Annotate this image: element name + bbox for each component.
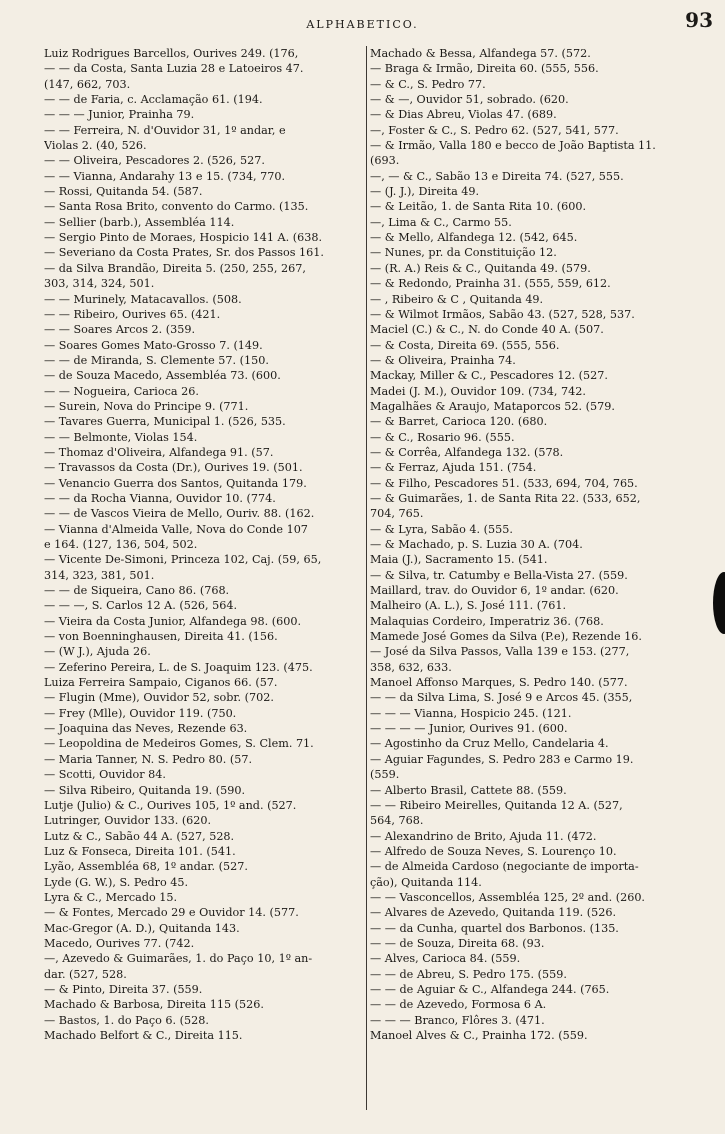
directory-entry-line: — & Redondo, Prainha 31. (555, 559, 612. [370,277,611,291]
directory-entry-line: — & Costa, Direita 69. (555, 556. [370,338,560,352]
directory-entry-line: Lutringer, Ouvidor 133. (620. [44,814,212,828]
directory-entry-line: — & Pinto, Direita 37. (559. [44,982,203,996]
directory-entry-line: — Flugin (Mme), Ouvidor 52, sobr. (702. [44,691,274,705]
directory-entry-line: — — — Vianna, Hospicio 245. (121. [370,706,572,720]
directory-entry-line: — & C., Rosario 96. (555. [370,430,515,444]
directory-entry-line: — Vicente De-Simoni, Princeza 102, Caj. (59, 65, [44,553,322,567]
directory-entry-line: — de Almeida Cardoso (negociante de importa- [370,860,639,874]
directory-entry-line: —, Azevedo & Guimarães, 1. do Paço 10, 1º an- [44,952,313,966]
directory-entry-line: Violas 2. (40, 526. [44,139,147,153]
directory-entry-line: — — Oliveira, Pescadores 2. (526, 527. [44,154,265,168]
directory-entry-line: — — da Costa, Santa Luzia 28 e Latoeiros 47. [44,62,304,76]
right-column [370,46,710,1116]
directory-entry-line: — — Ferreira, N. d'Ouvidor 31, 1º andar, e [44,123,286,137]
directory-entry-line: — Surein, Nova do Principe 9. (771. [44,399,249,413]
directory-entry-line: Machado & Bessa, Alfandega 57. (572. [370,47,591,60]
directory-entry-line: — — —, S. Carlos 12 A. (526, 564. [44,599,238,613]
directory-entry-line: Luz & Fonseca, Direita 101. (541. [44,844,236,858]
directory-entry-line: 564, 768. [370,814,424,828]
directory-entry-line: — — da Cunha, quartel dos Barbonos. (135. [370,921,619,935]
directory-entry-line: — von Boenninghausen, Direita 41. (156. [44,630,278,644]
directory-entry-line: — Vieira da Costa Junior, Alfandega 98. (600. [44,614,302,628]
directory-entry-line: Manoel Alves & C., Prainha 172. (559. [370,1029,588,1042]
directory-entry-line: — & —, Ouvidor 51, sobrado. (620. [370,93,569,107]
directory-entry-line: — & C., S. Pedro 77. [370,77,486,91]
directory-entry-line: — (J. J.), Direita 49. [370,185,480,199]
directory-entry-line: — & Leitão, 1. de Santa Rita 10. (600. [370,200,587,214]
directory-entry-line: Lyde (G. W.), S. Pedro 45. [44,875,189,889]
directory-entry-line: — Braga & Irmão, Direita 60. (555, 556. [370,62,599,76]
directory-entry-line: —, Lima & C., Carmo 55. [370,215,512,229]
directory-entry-line: — Leopoldina de Medeiros Gomes, S. Clem. 71. [44,737,314,751]
directory-entry-line: — — — — Junior, Ourives 91. (600. [370,722,568,736]
directory-entry-line: — — — Branco, Flôres 3. (471. [370,1013,545,1027]
directory-entry-line: — — — Junior, Prainha 79. [44,108,195,122]
directory-entry-line: — de Souza Macedo, Assembléa 73. (600. [44,369,281,383]
directory-entry-line: — da Silva Brandão, Direita 5. (250, 255, 267, [44,261,306,275]
directory-entry-line: — — Murinely, Matacavallos. (508. [44,292,242,306]
directory-entry-line: Manoel Affonso Marques, S. Pedro 140. (577. [370,676,628,690]
directory-entry-line: — — Soares Arcos 2. (359. [44,323,196,337]
directory-entry-line: — — da Rocha Vianna, Ouvidor 10. (774. [44,491,276,505]
directory-entry-line: — Agostinho da Cruz Mello, Candelaria 4. [370,737,609,751]
directory-entry-line: Lyra & C., Mercado 15. [44,890,178,904]
directory-entry-line: (559. [370,768,400,782]
directory-entry-line: — & Mello, Alfandega 12. (542, 645. [370,231,578,245]
directory-entry-line: — Zeferino Pereira, L. de S. Joaquim 123. (475. [44,660,313,674]
directory-entry-line: — — de Faria, c. Acclamação 61. (194. [44,93,263,107]
directory-entry-line: Lutje (Julio) & C., Ourives 105, 1º and. (527. [44,798,297,812]
left-column [44,46,364,1116]
directory-entry-line: 704, 765. [370,507,424,521]
directory-entry-line: Mackay, Miller & C., Pescadores 12. (527. [370,369,608,383]
directory-entry-line: — Silva Ribeiro, Quitanda 19. (590. [44,783,246,797]
directory-entry-line: ção), Quitanda 114. [370,875,482,889]
directory-entry-line: — (R. A.) Reis & C., Quitanda 49. (579. [370,261,591,275]
directory-entry-line: — Joaquina das Neves, Rezende 63. [44,722,248,736]
directory-entry-line: — — de Siqueira, Cano 86. (768. [44,584,230,598]
directory-entry-line: Maia (J.), Sacramento 15. (541. [370,553,548,567]
directory-entry-line: — — de Abreu, S. Pedro 175. (559. [370,967,567,981]
directory-entry-line: — — de Azevedo, Formosa 6 A. [370,998,547,1012]
directory-entry-line: — — Ribeiro, Ourives 65. (421. [44,307,221,321]
directory-entry-line: — — Vasconcellos, Assembléa 125, 2º and. (260. [370,890,645,904]
directory-entry-line: — — Nogueira, Carioca 26. [44,384,199,398]
directory-entry-line: Madei (J. M.), Ouvidor 109. (734, 742. [370,384,586,398]
page-edge-blot [713,572,725,634]
page-number: 93 [685,8,713,32]
directory-entry-line: 314, 323, 381, 501. [44,568,155,582]
directory-entry-line: — Scotti, Ouvidor 84. [44,768,166,782]
directory-entry-line: — — Belmonte, Violas 154. [44,430,198,444]
column-divider [366,46,367,1110]
directory-entry-line: — — de Aguiar & C., Alfandega 244. (765. [370,982,610,996]
directory-entry-line: — Frey (Mlle), Ouvidor 119. (750. [44,706,237,720]
directory-entry-line: — Thomaz d'Oliveira, Alfandega 91. (57. [44,445,274,459]
directory-entry-line: e 164. (127, 136, 504, 502. [44,538,198,551]
directory-entry-line: — & Barret, Carioca 120. (680. [370,415,548,429]
directory-entry-line: — Alvares de Azevedo, Quitanda 119. (526. [370,906,616,920]
directory-entry-line: — , Ribeiro & C , Quitanda 49. [370,292,544,306]
directory-entry-line: — — Ribeiro Meirelles, Quitanda 12 A. (527, [370,798,623,812]
directory-entry-line: Machado & Barbosa, Direita 115 (526. [44,998,264,1012]
directory-entry-line: — & Fontes, Mercado 29 e Ouvidor 14. (577. [44,906,299,920]
directory-entry-line: — Venancio Guerra dos Santos, Quitanda 179. [44,476,307,490]
directory-entry-line: Malheiro (A. L.), S. José 111. (761. [370,599,567,613]
directory-entry-line: — & Silva, tr. Catumby e Bella-Vista 27. (559. [370,568,628,582]
directory-entry-line: — Alves, Carioca 84. (559. [370,952,521,966]
directory-entry-line: (147, 662, 703. [44,77,131,91]
directory-entry-line: — & Wilmot Irmãos, Sabão 43. (527, 528, 537. [370,307,635,321]
directory-entry-line: — & Machado, p. S. Luzia 30 A. (704. [370,538,583,551]
directory-entry-line: — Severiano da Costa Prates, Sr. dos Passos 161. [44,246,324,260]
directory-entry-line: — Santa Rosa Brito, convento do Carmo. (135. [44,200,309,214]
directory-entry-line: Maciel (C.) & C., N. do Conde 40 A. (507. [370,323,604,337]
directory-entry-line: — & Ferraz, Ajuda 151. (754. [370,461,537,475]
running-head: ALPHABETICO. [306,18,419,31]
directory-entry-line: (693. [370,154,400,168]
directory-entry-line: Magalhães & Araujo, Mataporcos 52. (579. [370,399,615,413]
directory-entry-line: — Sergio Pinto de Moraes, Hospicio 141 A. (638. [44,231,323,245]
directory-entry-line: —, Foster & C., S. Pedro 62. (527, 541, 577. [370,123,619,137]
directory-entry-line: — — de Souza, Direita 68. (93. [370,936,545,950]
directory-entry-line: — Bastos, 1. do Paço 6. (528. [44,1013,209,1027]
directory-entry-line: — & Oliveira, Prainha 74. [370,353,516,367]
directory-entry-line: — & Irmão, Valla 180 e becco de João Baptista 11. [370,139,656,153]
directory-entry-line: Lutz & C., Sabão 44 A. (527, 528. [44,829,235,843]
directory-entry-line: Luiz Rodrigues Barcellos, Ourives 249. (176, [44,47,299,60]
directory-entry-line: — — Vianna, Andarahy 13 e 15. (734, 770. [44,169,286,183]
directory-entry-line: — (W J.), Ajuda 26. [44,645,151,659]
directory-entry-line: — — de Miranda, S. Clemente 57. (150. [44,353,269,367]
directory-entry-line: — Aguiar Fagundes, S. Pedro 283 e Carmo 19. [370,752,634,766]
directory-entry-line: dar. (527, 528. [44,967,127,981]
directory-entry-line: — Rossi, Quitanda 54. (587. [44,185,203,199]
directory-entry-line: — Alberto Brasil, Cattete 88. (559. [370,783,567,797]
directory-entry-line: —, — & C., Sabão 13 e Direita 74. (527, 555. [370,169,624,183]
directory-entry-line: — Alfredo de Souza Neves, S. Lourenço 10. [370,844,617,858]
directory-entry-line: — & Filho, Pescadores 51. (533, 694, 704, 765. [370,476,638,490]
directory-entry-line: — Sellier (barb.), Assembléa 114. [44,215,235,229]
directory-entry-line: Malaquias Cordeiro, Imperatriz 36. (768. [370,614,604,628]
directory-entry-line: 358, 632, 633. [370,660,452,674]
directory-entry-line: — Travassos da Costa (Dr.), Ourives 19. (501. [44,461,303,475]
directory-entry-line: — & Lyra, Sabão 4. (555. [370,522,513,536]
directory-entry-line: — & Corrêa, Alfandega 132. (578. [370,445,564,459]
directory-entry-line: Machado Belfort & C., Direita 115. [44,1029,243,1042]
directory-entry-line: — — de Vascos Vieira de Mello, Ouriv. 88. (162. [44,507,315,521]
directory-entry-line: Luiza Ferreira Sampaio, Ciganos 66. (57. [44,676,278,690]
directory-entry-line: Lyão, Assembléa 68, 1º andar. (527. [44,860,248,874]
directory-entry-line: Mac-Gregor (A. D.), Quitanda 143. [44,921,240,935]
directory-entry-line: Macedo, Ourives 77. (742. [44,936,195,950]
directory-entry-line: — Nunes, pr. da Constituição 12. [370,246,557,260]
directory-entry-line: — José da Silva Passos, Valla 139 e 153. (277, [370,645,630,659]
directory-entry-line: — & Guimarães, 1. de Santa Rita 22. (533, 652, [370,491,641,505]
directory-entry-line: — & Dias Abreu, Violas 47. (689. [370,108,557,122]
directory-entry-line: — Soares Gomes Mato-Grosso 7. (149. [44,338,263,352]
directory-entry-line: — Maria Tanner, N. S. Pedro 80. (57. [44,752,253,766]
directory-entry-line: Mamede José Gomes da Silva (P.e), Rezende 16. [370,630,642,644]
directory-entry-line: — Vianna d'Almeida Valle, Nova do Conde 107 [44,522,308,536]
directory-entry-line: Maillard, trav. do Ouvidor 6, 1º andar. (620. [370,584,619,598]
directory-entry-line: 303, 314, 324, 501. [44,277,155,291]
directory-entry-line: — — da Silva Lima, S. José 9 e Arcos 45. (355, [370,691,633,705]
directory-entry-line: — Tavares Guerra, Municipal 1. (526, 535. [44,415,286,429]
directory-entry-line: — Alexandrino de Brito, Ajuda 11. (472. [370,829,597,843]
